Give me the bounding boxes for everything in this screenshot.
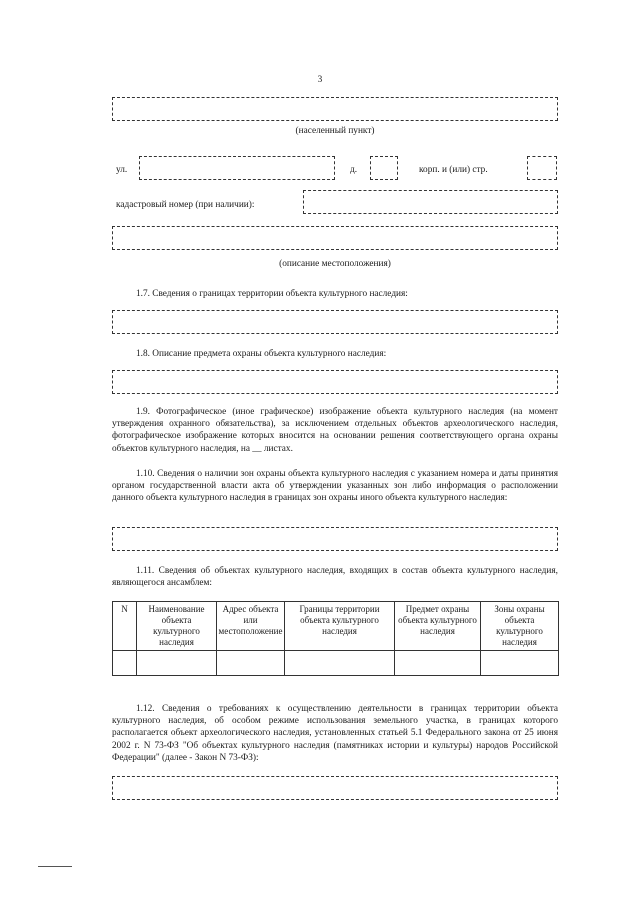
building-label: корп. и (или) стр. [419, 165, 488, 175]
table-header-row [113, 602, 559, 651]
section-1-7-text: 1.7. Сведения о границах территории объекта культурного наследия: [136, 289, 408, 299]
table-row [113, 651, 559, 676]
house-label: д. [350, 165, 358, 175]
street-field[interactable] [139, 156, 335, 180]
street-label: ул. [116, 165, 128, 175]
table-header-cell: Зоны охраны объекта культурного наследия [481, 602, 559, 651]
section-1-8-field[interactable] [112, 370, 558, 394]
page-number: 3 [317, 75, 323, 85]
locality-caption: (населенный пункт) [295, 126, 375, 136]
section-1-10-field[interactable] [112, 527, 558, 551]
table-header-cell: Границы территории объекта культурного наследия [285, 602, 395, 651]
table-cell[interactable] [285, 651, 395, 676]
table-cell[interactable] [395, 651, 481, 676]
building-field[interactable] [527, 156, 557, 180]
table-cell[interactable] [137, 651, 217, 676]
table-cell[interactable] [113, 651, 137, 676]
section-1-7-field[interactable] [112, 310, 558, 334]
house-field[interactable] [370, 156, 398, 180]
section-1-9-text: 1.9. Фотографическое (иное графическое) изображение объекта культурного наследия (на момент утверждения охранного обязательства), за исключением отдельных объектов археологического наследия, фотографическое изображение которых вносится на основании решения соответствующего органа охраны объектов культурного наследия, на __ листах. [112, 407, 558, 454]
table-header-cell: Предмет охраны объекта культурного наследия [395, 602, 481, 651]
location-caption: (описание местоположения) [279, 259, 391, 269]
section-1-10-text: 1.10. Сведения о наличии зон охраны объекта культурного наследия с указанием номера и даты принятия органом государственной власти акта об утверждении указанных зон либо информация о расположении данного объекта культурного наследия в границах зон охраны иного объекта культурного наследия: [112, 469, 558, 504]
section-1-11-text: 1.11. Сведения об объектах культурного наследия, входящих в состав объекта культурного наследия, являющегося ансамблем: [112, 566, 558, 589]
section-1-8-text: 1.8. Описание предмета охраны объекта культурного наследия: [136, 349, 387, 359]
table-header-cell: Адрес объекта или местоположение [217, 602, 285, 651]
table-header-cell: Наименование объекта культурного наследия [137, 602, 217, 651]
footer-rule [38, 866, 72, 867]
table-header-cell: N [113, 602, 137, 651]
table-cell[interactable] [481, 651, 559, 676]
section-1-12-text: 1.12. Сведения о требованиях к осуществлению деятельности в границах территории объекта культурного наследия, об особом режиме использования земельного участка, в границах которого располагается объект археологического наследия, установленных статьей 5.1 Федерального закона от 25 июня 2002 г. N 73-ФЗ "Об объектах культурного наследия (памятниках истории и культуры) народов Российской Федерации" (далее - Закон N 73-ФЗ): [112, 704, 558, 763]
cadastral-field[interactable] [303, 190, 558, 214]
ensemble-table [112, 601, 559, 676]
locality-field[interactable] [112, 97, 558, 121]
location-field[interactable] [112, 226, 558, 250]
section-1-12-field[interactable] [112, 776, 558, 800]
cadastral-label: кадастровый номер (при наличии): [116, 200, 255, 210]
table-cell[interactable] [217, 651, 285, 676]
